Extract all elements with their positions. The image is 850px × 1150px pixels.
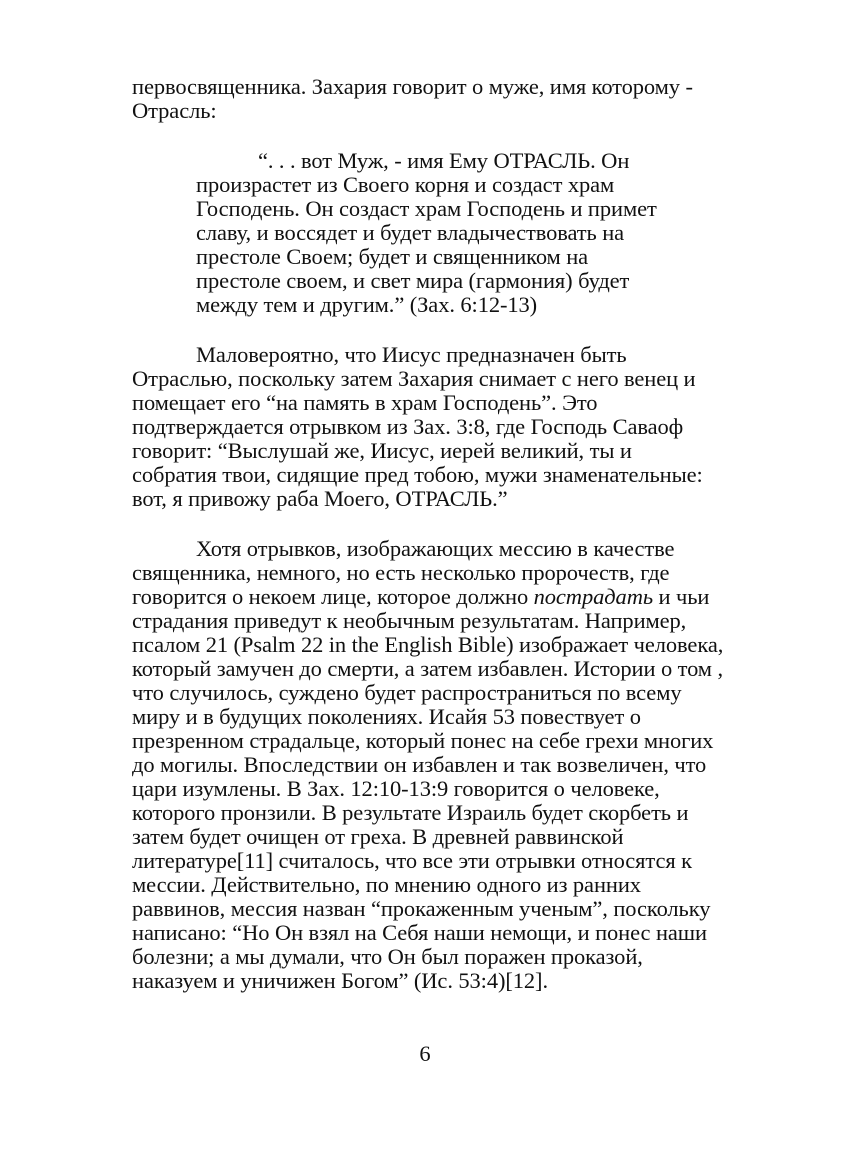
paragraph-line: литературе[11] считалось, что все эти отрывки относятся к — [132, 848, 692, 873]
paragraph-line: собратия твои, сидящие пред тобою, мужи знаменательные: — [132, 462, 703, 487]
paragraph-line: говорит: “Выслушай же, Иисус, иерей великий, ты и — [132, 438, 632, 463]
paragraph-line: священника, немного, но есть несколько пророчеств, где — [132, 560, 670, 585]
paragraph-line: который замучен до смерти, а затем избавлен. Истории о том , — [132, 656, 723, 681]
intro-line: Отрасль: — [132, 98, 217, 123]
quote-line: между тем и другим.” (Зах. 6:12-13) — [196, 292, 538, 317]
paragraph-line: до могилы. Впоследствии он избавлен и так возвеличен, что — [132, 752, 707, 777]
paragraph-line: цари изумлены. В Зах. 12:10-13:9 говорится о человеке, — [132, 776, 660, 801]
paragraph-line: затем будет очищен от греха. В древней раввинской — [132, 824, 624, 849]
paragraph-line: что случилось, суждено будет распространиться по всему — [132, 680, 682, 705]
paragraph-line: Маловероятно, что Иисус предназначен быть — [196, 342, 627, 367]
paragraph-line: болезни; а мы думали, что Он был поражен проказой, — [132, 944, 643, 969]
emphasized-word: пострадать — [533, 584, 653, 609]
paragraph-line: псалом 21 (Psalm 22 in the English Bible) изображает человека, — [132, 632, 724, 657]
paragraph-line: страдания приведут к необычным результатам. Например, — [132, 608, 687, 633]
paragraph-line: мессии. Действительно, по мнению одного из ранних — [132, 872, 641, 897]
paragraph-line: Хотя отрывков, изображающих мессию в качестве — [196, 536, 675, 561]
paragraph-line: миру и в будущих поколениях. Исайя 53 повествует о — [132, 704, 641, 729]
paragraph-line: Отраслью, поскольку затем Захария снимает с него венец и — [132, 366, 696, 391]
text-run: говорится о некоем лице, которое должно — [132, 584, 534, 609]
paragraph-line: раввинов, мессия назван “прокаженным ученым”, поскольку — [132, 896, 711, 921]
paragraph-line: вот, я привожу раба Моего, ОТРАСЛЬ.” — [132, 486, 508, 511]
quote-line: славу, и воссядет и будет владычествовать на — [196, 220, 625, 245]
quote-line: произрастет из Своего корня и создаст храм — [196, 172, 615, 197]
intro-line: первосвященника. Захария говорит о муже, имя которому - — [132, 74, 693, 99]
quote-line: Господень. Он создаст храм Господень и примет — [196, 196, 657, 221]
quote-line: престоле своем, и свет мира (гармония) будет — [196, 268, 630, 293]
paragraph-line: наказуем и уничижен Богом” (Ис. 53:4)[12]. — [132, 968, 548, 993]
quote-line: престоле Своем; будет и священником на — [196, 244, 589, 269]
quote-line: “. . . вот Муж, - имя Ему ОТРАСЛЬ. Он — [258, 148, 630, 173]
paragraph-line: помещает его “на память в храм Господень”. Это — [132, 390, 598, 415]
paragraph-line: написано: “Но Он взял на Себя наши немощи, и понес наши — [132, 920, 707, 945]
paragraph-line-with-emphasis — [132, 586, 709, 609]
paragraph-line: подтверждается отрывком из Зах. 3:8, где Господь Саваоф — [132, 414, 684, 439]
text-run: и чьи — [652, 584, 710, 609]
page-number: 6 — [419, 1041, 431, 1066]
paragraph-line: которого пронзили. В результате Израиль будет скорбеть и — [132, 800, 689, 825]
paragraph-line: презренном страдальце, который понес на себе грехи многих — [132, 728, 714, 753]
